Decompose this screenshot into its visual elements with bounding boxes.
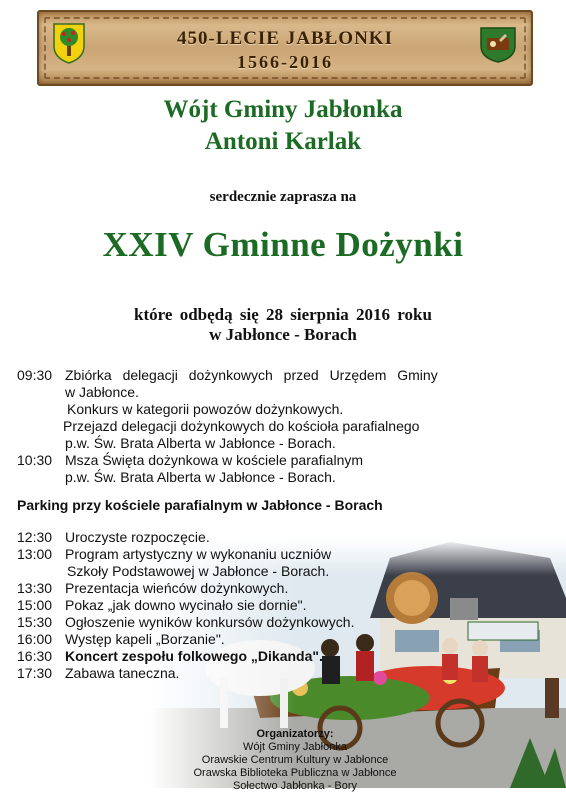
host-name: Antoni Karlak: [204, 128, 362, 155]
schedule-text: Msza Święta dożynkowa w kościele parafialnym: [65, 452, 364, 468]
schedule-text: Pokaz „jak downo wycinało sie dornie".: [65, 597, 307, 613]
schedule-text: Konkurs w kategorii powozów dożynkowych.: [67, 401, 344, 417]
anniversary-banner: [37, 10, 533, 86]
schedule-text: Występ kapeli „Borzanie".: [65, 631, 225, 647]
schedule-time: 16:30: [17, 648, 53, 664]
schedule-text: p.w. Św. Brata Alberta w Jabłonce - Borach.: [65, 469, 336, 485]
organizer-item: Wójt Gminy Jabłonka: [243, 741, 347, 753]
schedule-text: w Jabłonce.: [65, 384, 139, 400]
schedule-text: Szkoły Podstawowej w Jabłonce - Borach.: [67, 563, 330, 579]
schedule-morning: [17, 367, 477, 487]
banner-years: 1566-2016: [237, 52, 333, 72]
event-place: w Jabłonce - Borach: [209, 325, 357, 344]
schedule-text: Ogłoszenie wyników konkursów dożynkowych.: [65, 614, 355, 630]
event-title: XXIV Gminne Dożynki: [102, 225, 464, 264]
schedule-time: 16:00: [17, 631, 53, 647]
schedule-text-highlight: Koncert zespołu folkowego „Dikanda".: [65, 648, 323, 664]
organizer-item: Orawska Biblioteka Publiczna w Jabłonce: [193, 767, 397, 779]
schedule-text: Zbiórka delegacji dożynkowych przed Urzędem Gminy: [65, 367, 438, 383]
schedule-text: Uroczyste rozpoczęcie.: [65, 529, 210, 545]
host-title: Wójt Gminy Jabłonka: [163, 96, 403, 123]
orawa-emblem-icon: [477, 24, 519, 64]
schedule-afternoon: [17, 529, 357, 679]
schedule-time: 12:30: [17, 529, 53, 545]
schedule-text: p.w. Św. Brata Alberta w Jabłonce - Borach.: [65, 435, 336, 451]
schedule-time: 10:30: [17, 452, 53, 468]
schedule-time: 13:00: [17, 546, 53, 562]
schedule-text: Prezentacja wieńców dożynkowych.: [65, 580, 289, 596]
schedule-time: 15:30: [17, 614, 53, 630]
organizers-title: Organizatorzy:: [256, 728, 334, 740]
banner-title: 450-LECIE JABŁONKI: [177, 28, 393, 49]
schedule-time: 09:30: [17, 367, 53, 383]
organizer-item: Orawskie Centrum Kultury w Jabłonce: [201, 754, 389, 766]
schedule-text: Zabawa taneczna.: [65, 665, 180, 681]
schedule-time: 13:30: [17, 580, 53, 596]
schedule-text: Przejazd delegacji dożynkowych do kościoła parafialnego: [63, 418, 420, 434]
parking-info: Parking przy kościele parafialnym w Jabłonce - Borach: [17, 497, 383, 513]
organizer-item: Sołectwo Jabłonka - Bory: [232, 780, 358, 792]
schedule-time: 17:30: [17, 665, 53, 681]
schedule-time: 15:00: [17, 597, 53, 613]
schedule-text: Program artystyczny w wykonaniu uczniów: [65, 546, 332, 562]
invitation-text: serdecznie zaprasza na: [209, 189, 357, 205]
event-date: które odbędą się 28 sierpnia 2016 roku: [134, 305, 432, 324]
